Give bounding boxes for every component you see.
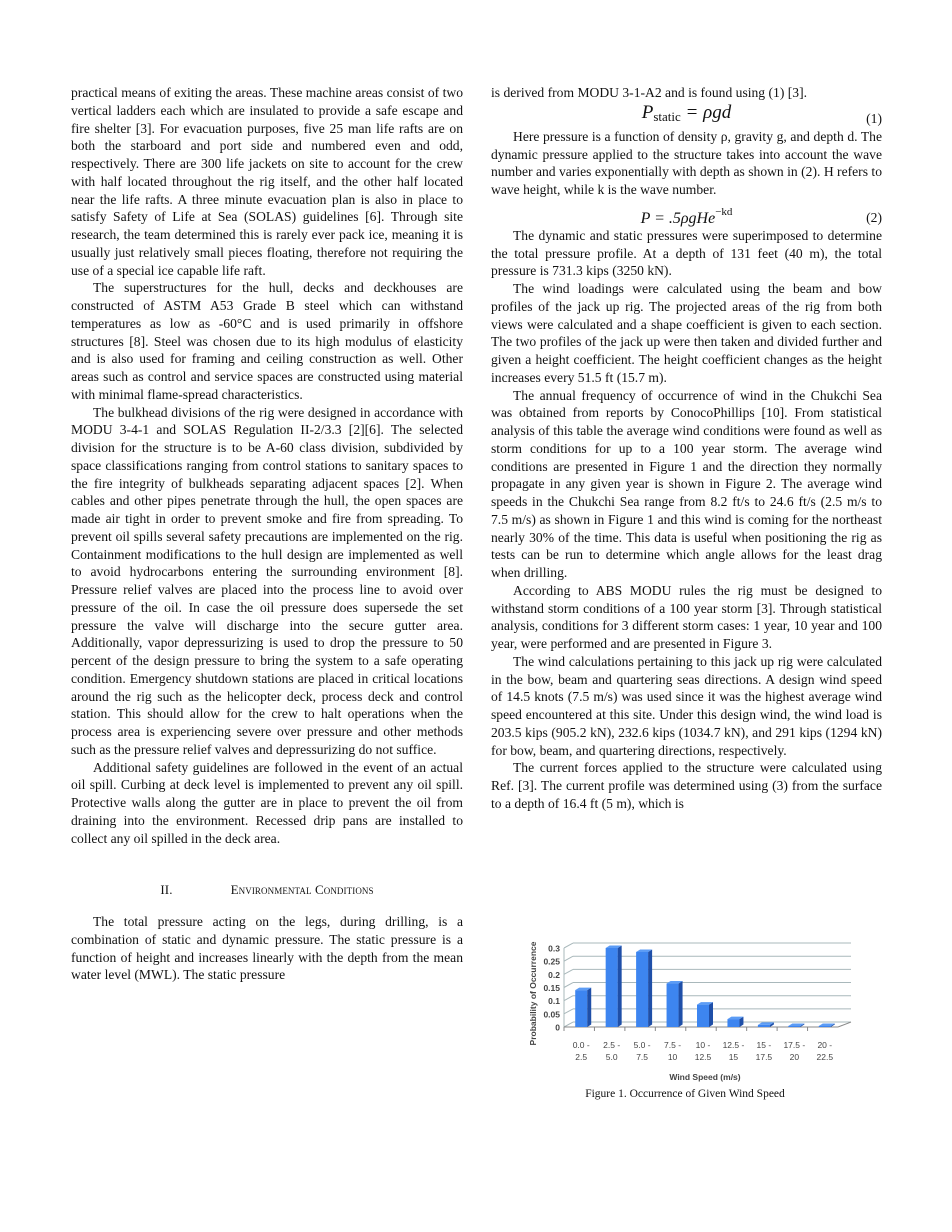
x-tick-label: 2.5 -	[603, 1040, 621, 1050]
bar	[575, 990, 587, 1027]
equation-1-lhs: P	[641, 101, 654, 123]
x-axis-title: Wind Speed (m/s)	[669, 1072, 741, 1082]
gridline-side	[564, 1009, 573, 1014]
x-tick-label: 15 -	[756, 1040, 772, 1050]
paragraph-bulkhead: The bulkhead divisions of the rig were designed in accordance with MODU 3-4-1 and SOLAS Regulation II-2/3.3 [2][6]. The selected division for the structure is to be A-60 class division, subdivided by space classifications ranging from control stations to sanitary spaces to the fire integrity of bulkheads separating adjacent spaces [2]. When cables and other pipes penetrate through the hull, the open spaces are made air tight in order to prevent smoke and fire from spreading. To prevent oil spills several safety precautions are implemented on the rig. Containment modifications to the hull design are implemented as well to avoid hydrocarbons entering the surrounding environment [8]. Pressure relief valves are placed into the process line to avoid over pressure of the oil. In case the oil pressure does supersede the set pressure the valve will discharge into the secure gutter area. Additionally, vapor depressurizing is used to drop the pressure to 50 percent of the design pressure to bring the system to a safe operating condition. Emergency shutdown stations are placed in critical locations around the rig such as the helicopter deck, process deck and control station. This should allow for the crew to halt operations when the process area is experiencing severe over pressure and other methods such as the pressure relief valves and depressurizing do not suffice.	[71, 404, 463, 757]
y-axis-title: Probability of Occurrence	[528, 941, 538, 1046]
paragraph-static-intro: is derived from MODU 3-1-A2 and is found using (1) [3].	[491, 85, 808, 100]
y-tick-label: 0.25	[543, 956, 560, 967]
paragraph-dynamic-pressure: Here pressure is a function of density ρ, gravity g, and depth d. The dynamic pressure applied to the structure takes into account the wave number and varies exponentially with depth as shown in (2). H refers to wave height, while k is the wave number.	[491, 128, 882, 197]
y-tick-label: 0.2	[548, 969, 560, 980]
x-tick-label: 17.5	[755, 1052, 773, 1062]
equation-1-number: (1)	[866, 110, 882, 126]
bar-side	[587, 988, 591, 1027]
paragraph-total-pressure: The total pressure acting on the legs, during drilling, is a combination of static and dynamic pressure. The static pressure is a function of height and increases linearly with the depth from the mean water level (MWL). The static pressure	[71, 914, 463, 983]
gridline-side	[564, 956, 573, 961]
section-heading	[71, 881, 463, 899]
equation-2-exponent: −kd	[715, 205, 733, 218]
gridline-side	[564, 983, 573, 988]
equation-2	[491, 201, 882, 227]
gridline-side	[564, 1022, 573, 1027]
paragraph-wind-calculations: The wind calculations pertaining to this jack up rig were calculated in the bow, beam and quartering seas directions. A design wind speed of 14.5 knots (7.5 m/s) was used since it was the highest average wind speed encountered at this site. Under this design wind, the wind load is 203.5 kips (905.2 kN), 232.6 kips (1034.7 kN), and 291 kips (1294 kN) for bow, beam, and quartering directions, respectively.	[491, 653, 882, 758]
x-tick-label: 7.5	[636, 1052, 649, 1062]
x-tick-label: 17.5 -	[783, 1040, 806, 1050]
y-tick-label: 0.1	[548, 996, 560, 1007]
paragraph-abs-modu: According to ABS MODU rules the rig must be designed to withstand storm conditions of a 100 year storm [3]. Through statistical analysis, conditions for 3 different storm cases: 1 year, 10 year and 100 year, were performed and are presented in Figure 3.	[491, 582, 882, 651]
x-tick-label: 5.0	[605, 1052, 618, 1062]
bar-side	[709, 1002, 713, 1027]
figure-1-caption: Figure 1. Occurrence of Given Wind Speed	[585, 1088, 785, 1100]
y-tick-label: 0.05	[543, 1009, 560, 1020]
x-tick-label: 10	[667, 1052, 678, 1062]
bar	[697, 1005, 709, 1027]
paragraph-evacuation: practical means of exiting the areas. These machine areas consist of two vertical ladders each which are insulated to provide a safe escape and fire shelter [3]. For evacuation purposes, five 25 man life rafts are on both the starboard and port side and numbered even and odd, respectively. There are 300 life jackets on site to account for the crew with half located throughout the rig itself, and the other half located near the life rafts. A three minute evacuation plan is also in place to satisfy Safety of Life at Sea (SOLAS) guidelines [6]. Through site research, the team determined this is rarely ever pack ice, meaning it is usually just relatively small pieces floating, therefore not requiring the use of a special ice capable life raft.	[71, 85, 463, 278]
bar	[788, 1026, 800, 1027]
x-tick-label: 0.0 -	[572, 1040, 590, 1050]
bar-side	[648, 949, 652, 1027]
x-tick-label: 5.0 -	[633, 1040, 651, 1050]
bar-side	[618, 946, 622, 1028]
x-tick-label: 7.5 -	[664, 1040, 682, 1050]
right-column	[491, 84, 882, 813]
gridline-side	[564, 969, 573, 974]
equation-1	[491, 102, 882, 128]
y-tick-label: 0	[555, 1022, 560, 1033]
x-tick-label: 2.5	[575, 1052, 588, 1062]
figure-1	[520, 936, 860, 1106]
bar	[819, 1026, 831, 1027]
paragraph-superstructures: The superstructures for the hull, decks and deckhouses are constructed of ASTM A53 Grade B steel which can withstand temperatures as low as -60°C and is used primarily in offshore structures [8]. Steel was chosen due to its high modulus of elasticity and is also used for framing and ceiling construction as well. Other areas such as control and service spaces are constructed using material with minimal flame-spread characteristics.	[71, 280, 463, 402]
equation-1-expression	[642, 102, 732, 123]
bar	[758, 1025, 770, 1027]
x-tick-label: 10 -	[695, 1040, 711, 1050]
paragraph-current-forces: The current forces applied to the structure were calculated using Ref. [3]. The current profile was determined using (3) from the surface to a depth of 16.4 ft (5 m), which is	[491, 760, 882, 811]
gridline-side	[564, 943, 573, 948]
x-tick-label: 12.5	[694, 1052, 712, 1062]
bar	[727, 1019, 739, 1027]
bar	[667, 984, 679, 1027]
equation-1-subscript: static	[653, 108, 681, 124]
equation-2-number: (2)	[866, 209, 882, 225]
paragraph-oil-spill: Additional safety guidelines are followed in the event of an actual oil spill. Curbing at deck level is implemented to prevent any oil spill. Protective walls along the gutter are in place to prevent the oil from draining into the environment. Recessed drip pans are installed to collect any oil spilled in the deck area.	[71, 759, 463, 846]
x-tick-label: 20	[789, 1052, 800, 1062]
y-tick-label: 0.15	[543, 983, 560, 993]
paragraph-wind-loadings: The wind loadings were calculated using the beam and bow profiles of the jack up rig. The projected areas of the rig from both views were calculated and a shape coefficient is given to each section. The two profiles of the jack up were then taken and divided further and given a height coefficient. The height coefficient changes as the height increases every 51.5 ft (15.7 m).	[491, 281, 882, 385]
wind-speed-bar-chart	[520, 936, 860, 1086]
x-tick-label: 15	[728, 1052, 739, 1062]
x-tick-label: 12.5 -	[722, 1040, 745, 1050]
floor-edge	[838, 1022, 851, 1027]
y-tick-label: 0.3	[548, 943, 560, 954]
bar	[636, 952, 648, 1027]
gridline-side	[564, 996, 573, 1001]
equation-2-body: P = .5ρgHe	[640, 209, 716, 227]
left-column	[71, 84, 463, 984]
equation-1-rhs: = ρgd	[680, 101, 732, 123]
equation-2-expression	[640, 205, 733, 227]
paragraph-annual-frequency: The annual frequency of occurrence of wind in the Chukchi Sea was obtained from reports by ConocoPhillips [10]. From statistical analysis of this table the average wind conditions were found as well as storm conditions for up to a 100 year storm. The average wind conditions are presented in Figure 1 and the direction they normally propagate in any given year is shown in Figure 2. The average wind speeds in the Chukchi Sea range from 8.2 ft/s to 24.6 ft/s (2.5 m/s to 7.5 m/s) as shown in Figure 1 and this wind is coming for the northeast nearly 30% of the time. This data is useful when positioning the rig as tests can be run to determine which angle allows for the least drag when drilling.	[491, 387, 882, 580]
section-number: II.	[160, 882, 173, 898]
x-tick-label: 20 -	[817, 1040, 833, 1050]
section-title: Environmental Conditions	[230, 882, 374, 898]
bar	[606, 948, 618, 1027]
paragraph-superimposed: The dynamic and static pressures were superimposed to determine the total pressure profile. At a depth of 131 feet (40 m), the total pressure is 731.3 kips (3250 kN).	[491, 227, 882, 279]
bar-side	[679, 981, 683, 1027]
x-tick-label: 22.5	[816, 1052, 834, 1062]
